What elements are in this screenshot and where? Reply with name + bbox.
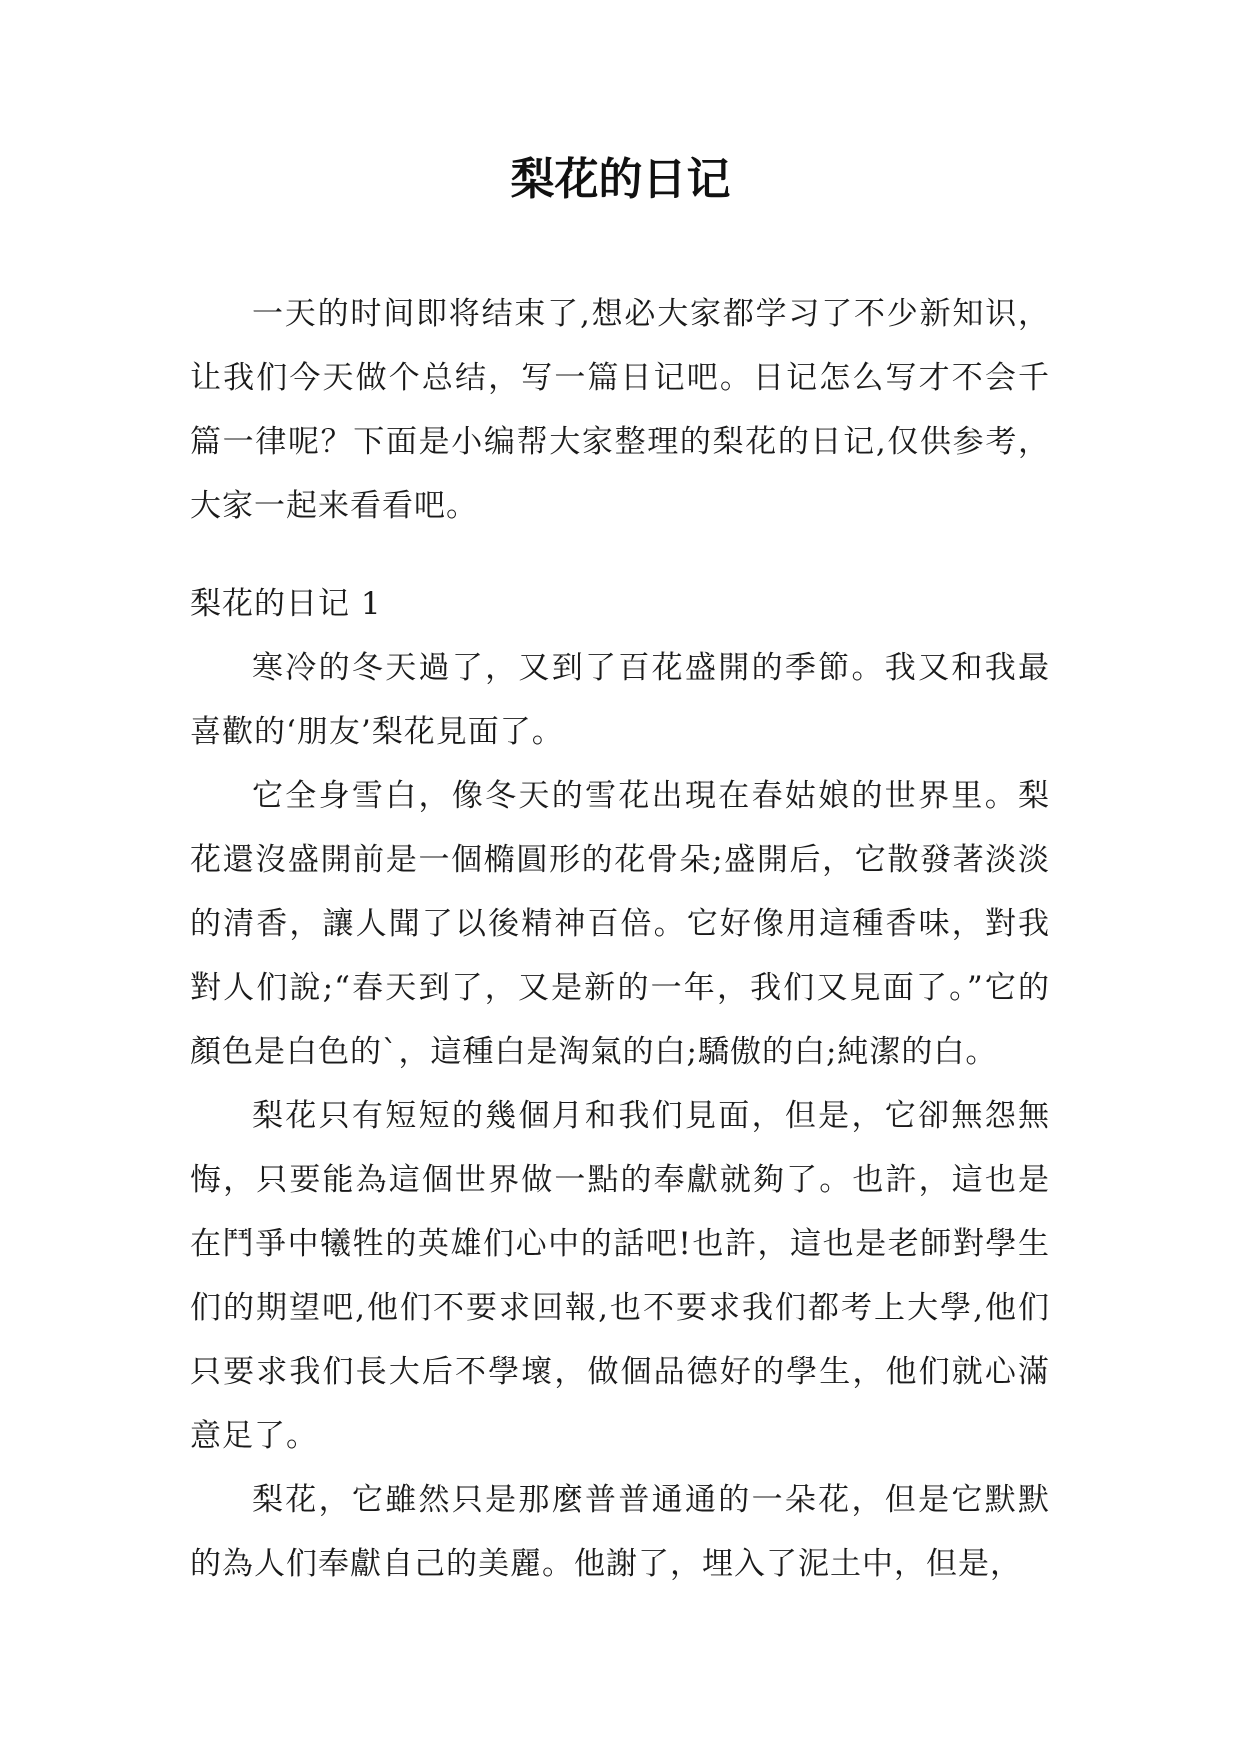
diary-section — [190, 572, 1050, 1596]
body-paragraph: 它全身雪白，像冬天的雪花出現在春姑娘的世界里。梨花還沒盛開前是一個橢圓形的花骨朵;盛開后，它散發著淡淡的清香，讓人聞了以後精神百倍。它好像用這種香味，對我對人们說;“春天到了，又是新的一年，我们又見面了。”它的顏色是白色的`，這種白是淘氣的白;驕傲的白;純潔的白。 — [190, 778, 1050, 1070]
document-title: 梨花的日记 — [510, 154, 731, 205]
intro-paragraph: 一天的时间即将结束了,想必大家都学习了不少新知识，让我们今天做个总结，写一篇日记吧。日记怎么写才不会千篇一律呢？下面是小编帮大家整理的梨花的日记,仅供参考，大家一起来看看吧。 — [190, 296, 1050, 524]
body-paragraph: 寒冷的冬天過了，又到了百花盛開的季節。我又和我最喜歡的‘朋友’梨花見面了。 — [190, 650, 1050, 750]
body-paragraph: 梨花，它雖然只是那麼普普通通的一朵花，但是它默默的為人们奉獻自己的美麗。他謝了，埋入了泥土中，但是， — [190, 1482, 1050, 1582]
body-paragraph: 梨花只有短短的幾個月和我们見面，但是，它卻無怨無悔，只要能為這個世界做一點的奉獻就夠了。也許，這也是在鬥爭中犧牲的英雄们心中的話吧!也許，這也是老師對學生们的期望吧,他们不要求回報,也不要求我们都考上大學,他们只要求我们長大后不學壞，做個品德好的學生，他们就心滿意足了。 — [190, 1098, 1050, 1454]
section-heading: 梨花的日记 1 — [190, 586, 382, 622]
